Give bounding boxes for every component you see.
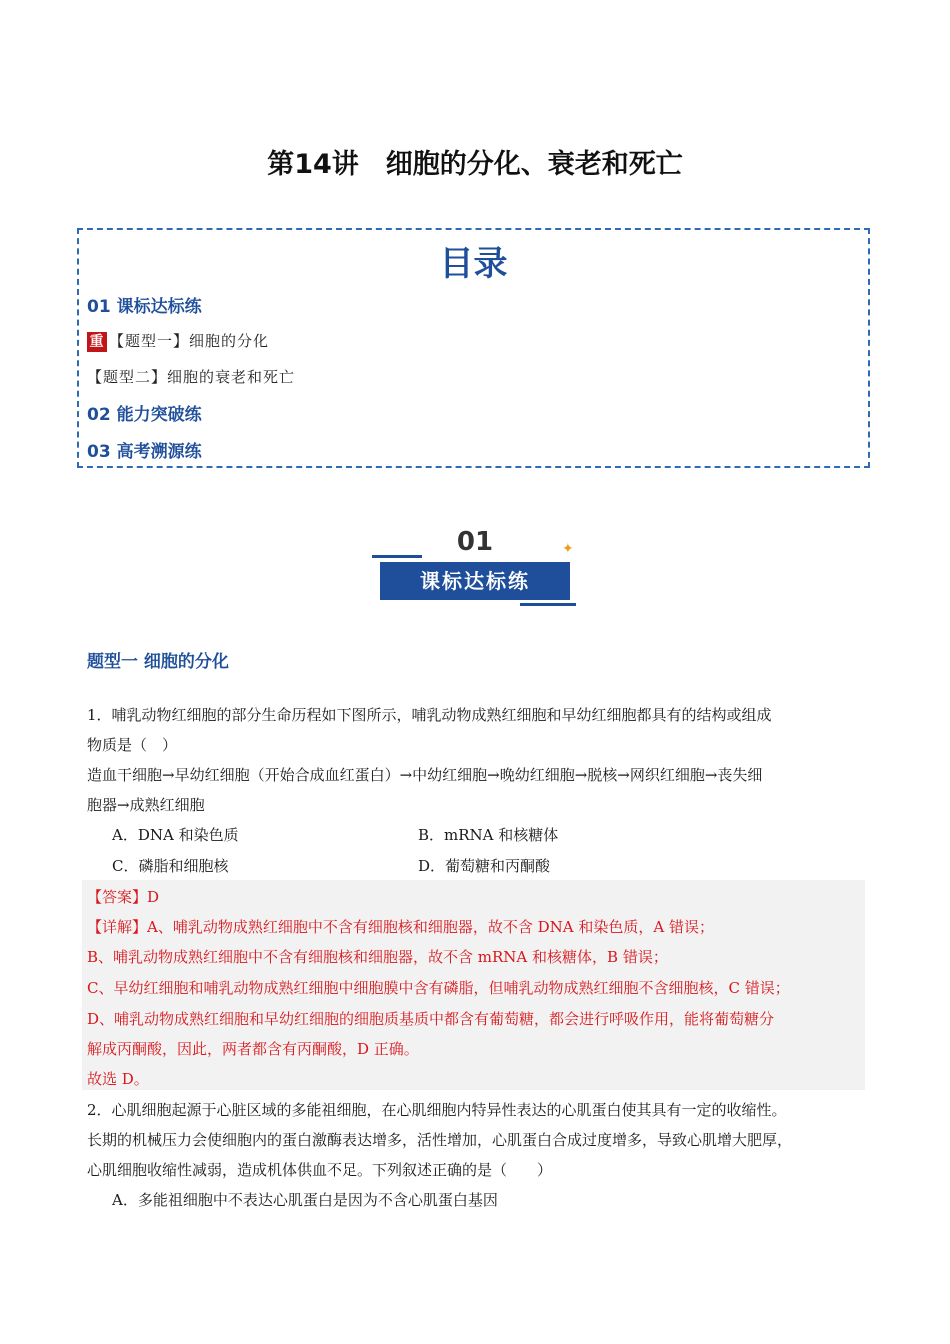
- table-of-contents: [77, 228, 870, 468]
- q2-stem-line: 2．心肌细胞起源于心脏区域的多能祖细胞，在心肌细胞内特异性表达的心肌蛋白使其具有一定的收缩性。: [87, 1101, 787, 1119]
- toc-heading: 目录: [439, 244, 508, 284]
- banner-decoration: [372, 555, 422, 558]
- banner-number: 01: [456, 527, 494, 557]
- q1-detail-line: C、早幼红细胞和哺乳动物成熟红细胞中细胞膜中含有磷脂，但哺乳动物成熟红细胞不含细胞核，C 错误；: [87, 979, 790, 997]
- toc-item-label: 【题型一】细胞的分化: [109, 332, 270, 350]
- q1-flow-line: 胞器→成熟红细胞: [87, 796, 205, 814]
- section-banner: [370, 527, 580, 607]
- q1-option-a: A．DNA 和染色质: [112, 826, 239, 844]
- banner-label: 课标达标练: [380, 562, 570, 600]
- q1-detail-line: D、哺乳动物成熟红细胞和早幼红细胞的细胞质基质中都含有葡萄糖，都会进行呼吸作用，能将葡萄糖分: [87, 1010, 775, 1028]
- q1-stem-line: 1．哺乳动物红细胞的部分生命历程如下图所示，哺乳动物成熟红细胞和早幼红细胞都具有的结构或组成: [87, 706, 772, 724]
- q1-answer: 【答案】D: [87, 888, 160, 906]
- q1-detail-line: 故选 D。: [87, 1070, 149, 1088]
- toc-item-section-03[interactable]: 03 高考溯源练: [87, 442, 202, 462]
- q1-option-b: B．mRNA 和核糖体: [418, 826, 559, 844]
- key-badge: 重: [87, 332, 107, 352]
- q1-detail-line: B、哺乳动物成熟红细胞中不含有细胞核和细胞器，故不含 mRNA 和核糖体，B 错误；: [87, 948, 668, 966]
- toc-item-section-01[interactable]: 01 课标达标练: [87, 297, 202, 317]
- banner-decoration: [520, 603, 576, 606]
- q1-option-d: D．葡萄糖和丙酮酸: [418, 857, 551, 875]
- q1-detail-line: 【详解】A、哺乳动物成熟红细胞中不含有细胞核和细胞器，故不含 DNA 和染色质，A 错误；: [87, 918, 714, 936]
- q1-stem-line: 物质是（ ）: [87, 736, 178, 754]
- q2-option-a: A．多能祖细胞中不表达心肌蛋白是因为不含心肌蛋白基因: [112, 1191, 498, 1209]
- q1-detail-line: 解成丙酮酸，因此，两者都含有丙酮酸，D 正确。: [87, 1040, 419, 1058]
- q2-stem-line: 心肌细胞收缩性减弱，造成机体供血不足。下列叙述正确的是（ ）: [87, 1161, 553, 1179]
- page-title: 第14讲 细胞的分化、衰老和死亡: [267, 149, 683, 180]
- q1-option-c: C．磷脂和细胞核: [112, 857, 229, 875]
- section-title: 题型一 细胞的分化: [87, 652, 229, 672]
- toc-item-type-2[interactable]: 【题型二】细胞的衰老和死亡: [87, 368, 296, 386]
- toc-item-section-02[interactable]: 02 能力突破练: [87, 405, 202, 425]
- q2-stem-line: 长期的机械压力会使细胞内的蛋白激酶表达增多，活性增加，心肌蛋白合成过度增多，导致心肌增大肥厚，: [87, 1131, 793, 1149]
- q1-flow-line: 造血干细胞→早幼红细胞（开始合成血红蛋白）→中幼红细胞→晚幼红细胞→脱核→网织红细胞→丧失细: [87, 766, 763, 784]
- toc-item-type-1[interactable]: [87, 330, 269, 352]
- sparkle-icon: ✦: [562, 541, 574, 557]
